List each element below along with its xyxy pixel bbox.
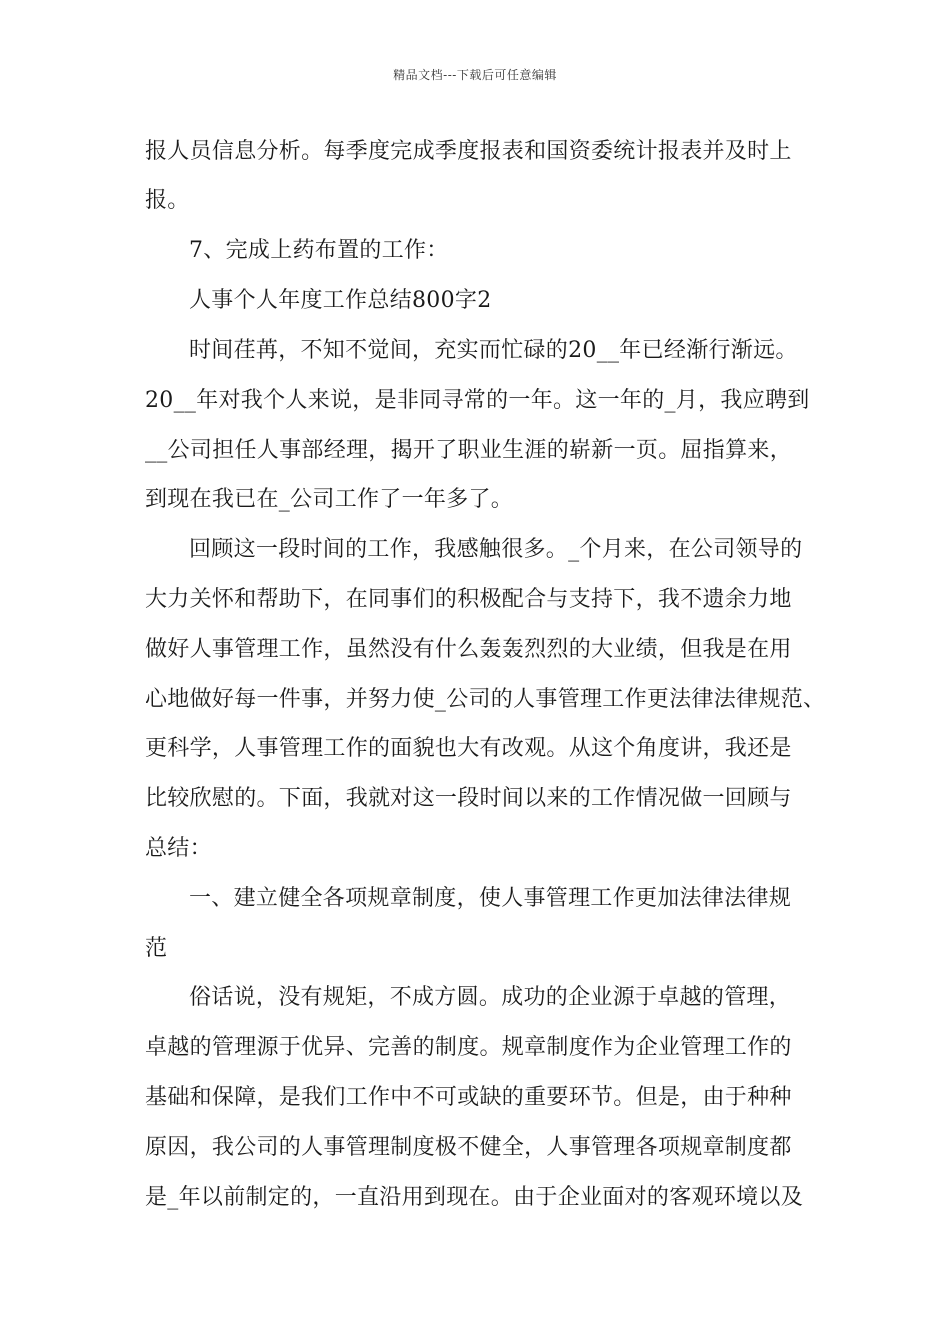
body-line: 更科学，人事管理工作的面貌也大有改观。从这个角度讲，我还是 <box>145 736 792 761</box>
body-line: 回顾这一段时间的工作，我感触很多。_个月来，在公司领导的 <box>189 537 803 562</box>
section-heading-continued: 范 <box>145 936 168 961</box>
list-item-line: 7、完成上药布置的工作： <box>189 238 449 263</box>
body-line: 是_年以前制定的，一直沿用到现在。由于企业面对的客观环境以及 <box>145 1185 804 1210</box>
page-header-note: 精品文档---下载后可任意编辑 <box>393 68 557 82</box>
body-line: 时间荏苒，不知不觉间，充实而忙碌的20__年已经渐行渐远。 <box>189 338 798 363</box>
body-line: 基础和保障，是我们工作中不可或缺的重要环节。但是，由于种种 <box>145 1085 792 1110</box>
body-line: 总结： <box>145 836 212 861</box>
section-title: 人事个人年度工作总结800字2 <box>189 288 492 313</box>
body-line: 比较欣慰的。下面，我就对这一段时间以来的工作情况做一回顾与 <box>145 786 792 811</box>
body-line: 报人员信息分析。每季度完成季度报表和国资委统计报表并及时上 <box>145 139 792 164</box>
section-heading: 一、建立健全各项规章制度，使人事管理工作更加法律法律规 <box>189 886 792 911</box>
body-line: 大力关怀和帮助下，在同事们的积极配合与支持下，我不遗余力地 <box>145 587 792 612</box>
body-line: 做好人事管理工作，虽然没有什么轰轰烈烈的大业绩，但我是在用 <box>145 637 792 662</box>
body-line: 报。 <box>145 188 190 213</box>
body-line: 原因，我公司的人事管理制度极不健全，人事管理各项规章制度都 <box>145 1135 792 1160</box>
body-line: __公司担任人事部经理，揭开了职业生涯的崭新一页。屈指算来， <box>145 438 793 463</box>
body-line: 心地做好每一件事，并努力使_公司的人事管理工作更法律法律规范、 <box>145 687 826 712</box>
body-line: 俗话说，没有规矩，不成方圆。成功的企业源于卓越的管理， <box>189 985 792 1010</box>
body-line: 20__年对我个人来说，是非同寻常的一年。这一年的_月，我应聘到 <box>145 388 810 413</box>
body-line: 卓越的管理源于优异、完善的制度。规章制度作为企业管理工作的 <box>145 1035 792 1060</box>
body-line: 到现在我已在_公司工作了一年多了。 <box>145 487 514 512</box>
